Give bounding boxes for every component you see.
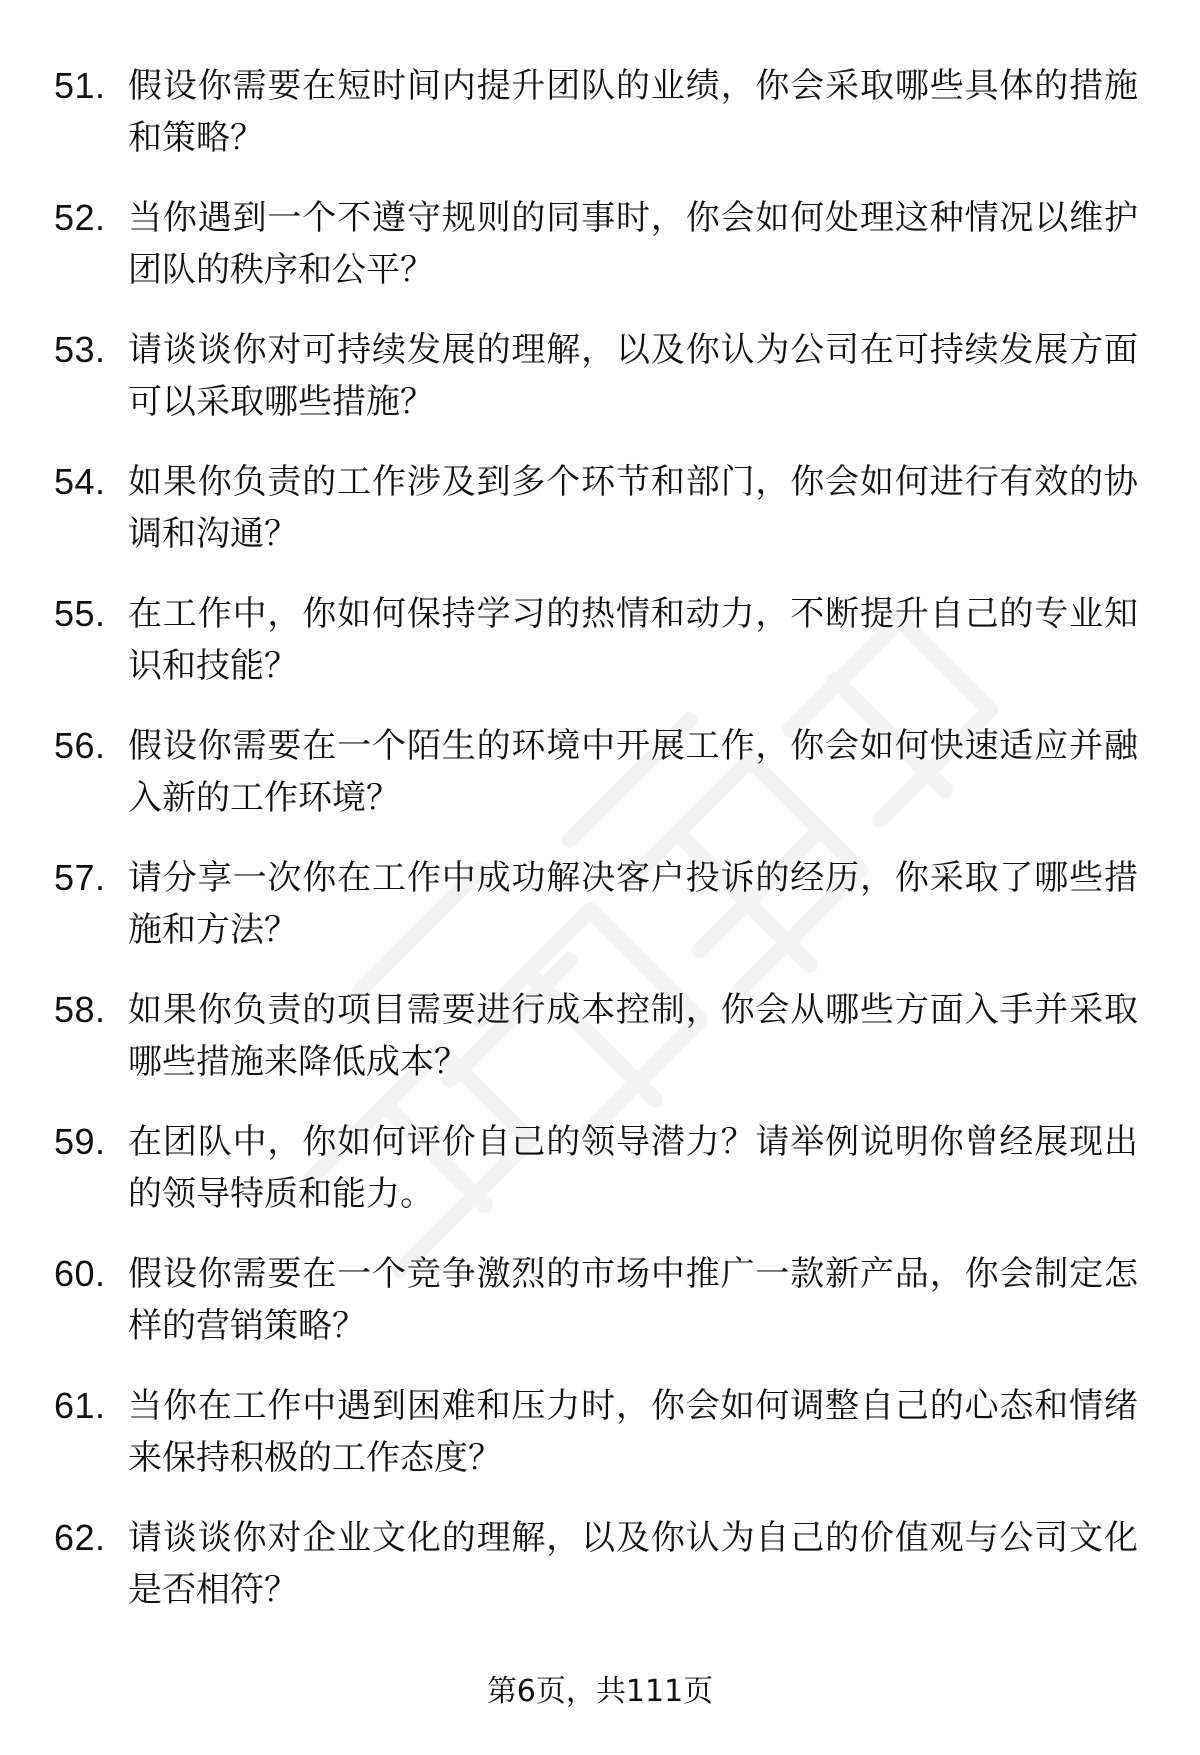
question-number: 55. bbox=[54, 593, 106, 634]
question-text: 如果你负责的工作涉及到多个环节和部门，你会如何进行有效的协调和沟通？ bbox=[128, 462, 1138, 554]
question-number: 52. bbox=[54, 197, 106, 238]
question-item bbox=[0, 184, 1200, 316]
question-text: 请分享一次你在工作中成功解决客户投诉的经历，你采取了哪些措施和方法？ bbox=[128, 858, 1138, 950]
question-number: 56. bbox=[54, 725, 106, 766]
page-footer: 第6页，共111页 bbox=[486, 1674, 714, 1709]
question-number: 53. bbox=[54, 329, 106, 370]
question-list bbox=[0, 52, 1200, 1636]
question-text: 假设你需要在一个陌生的环境中开展工作，你会如何快速适应并融入新的工作环境？ bbox=[128, 726, 1138, 818]
question-item bbox=[0, 316, 1200, 448]
question-number: 59. bbox=[54, 1121, 106, 1162]
question-number: 54. bbox=[54, 461, 106, 502]
question-item bbox=[0, 52, 1200, 184]
question-item bbox=[0, 1108, 1200, 1240]
question-text: 在工作中，你如何保持学习的热情和动力，不断提升自己的专业知识和技能？ bbox=[128, 594, 1138, 686]
question-text: 请谈谈你对企业文化的理解，以及你认为自己的价值观与公司文化是否相符？ bbox=[128, 1518, 1138, 1610]
question-item bbox=[0, 844, 1200, 976]
question-item bbox=[0, 712, 1200, 844]
question-item bbox=[0, 1240, 1200, 1372]
question-text: 当你遇到一个不遵守规则的同事时，你会如何处理这种情况以维护团队的秩序和公平？ bbox=[128, 198, 1138, 290]
question-item bbox=[0, 580, 1200, 712]
question-text: 如果你负责的项目需要进行成本控制，你会从哪些方面入手并采取哪些措施来降低成本？ bbox=[128, 990, 1138, 1082]
question-number: 61. bbox=[54, 1385, 106, 1426]
question-text: 假设你需要在一个竞争激烈的市场中推广一款新产品，你会制定怎样的营销策略？ bbox=[128, 1254, 1138, 1346]
question-number: 62. bbox=[54, 1517, 106, 1558]
question-item bbox=[0, 448, 1200, 580]
question-item bbox=[0, 976, 1200, 1108]
question-number: 60. bbox=[54, 1253, 106, 1294]
question-text: 在团队中，你如何评价自己的领导潜力？请举例说明你曾经展现出的领导特质和能力。 bbox=[128, 1122, 1138, 1214]
question-text: 假设你需要在短时间内提升团队的业绩，你会采取哪些具体的措施和策略？ bbox=[128, 66, 1138, 158]
question-text: 当你在工作中遇到困难和压力时，你会如何调整自己的心态和情绪来保持积极的工作态度？ bbox=[128, 1386, 1138, 1478]
question-text: 请谈谈你对可持续发展的理解，以及你认为公司在可持续发展方面可以采取哪些措施？ bbox=[128, 330, 1138, 422]
question-number: 58. bbox=[54, 989, 106, 1030]
question-item bbox=[0, 1372, 1200, 1504]
question-number: 57. bbox=[54, 857, 106, 898]
question-item bbox=[0, 1504, 1200, 1636]
question-number: 51. bbox=[54, 65, 106, 106]
